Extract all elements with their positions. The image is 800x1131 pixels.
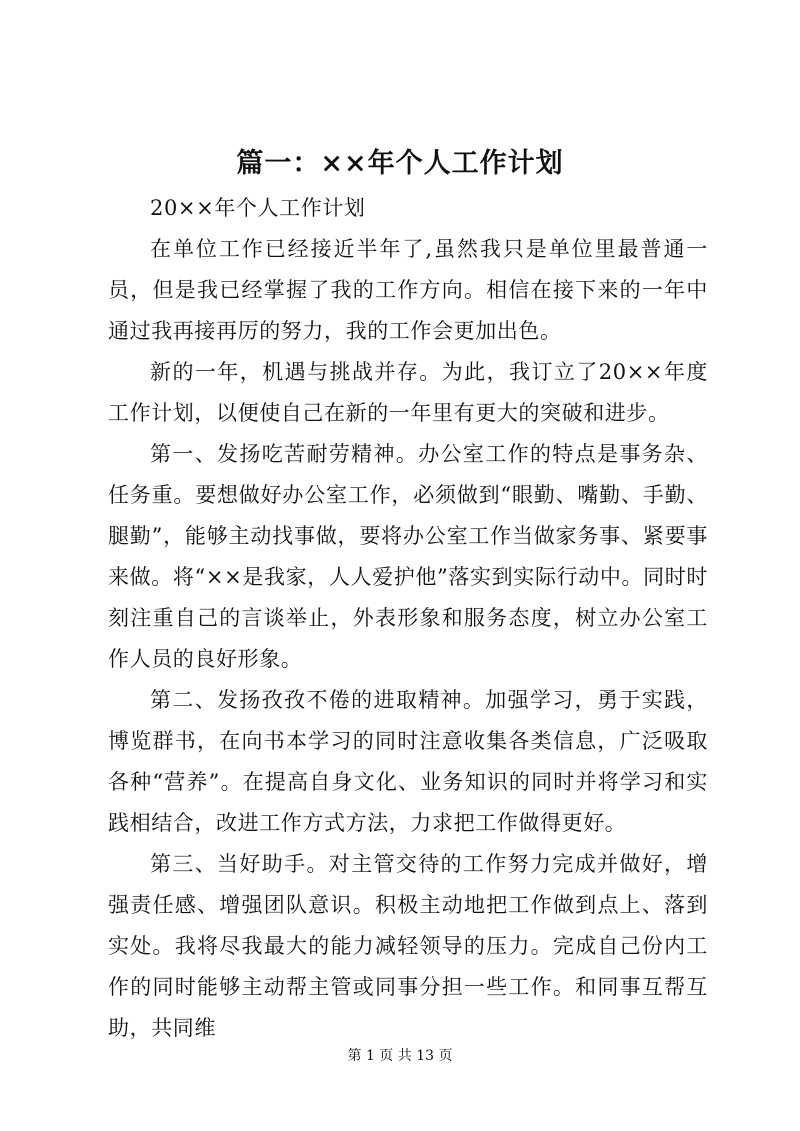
- paragraph-point-three: 第三、当好助手。对主管交待的工作努力完成并做好，增强责任感、增强团队意识。积极主动地把工作做到点上、落到实处。我将尽我最大的能力减轻领导的压力。完成自己份内工作的同时能够主动帮主管或同事分担一些工作。和同事互帮互助，共同维: [108, 852, 708, 1040]
- paragraph-point-two: 第二、发扬孜孜不倦的进取精神。加强学习，勇于实践，博览群书，在向书本学习的同时注意收集各类信息，广泛吸取各种“营养”。在提高自身文化、业务知识的同时并将学习和实践相结合，改进工作方式方法，力求把工作做得更好。: [108, 688, 708, 835]
- page-number-footer: 第 1 页 共 13 页: [347, 1048, 453, 1064]
- paragraph-intro: 在单位工作已经接近半年了,虽然我只是单位里最普通一员，但是我已经掌握了我的工作方向。相信在接下来的一年中通过我再接再厉的努力，我的工作会更加出色。: [108, 237, 708, 343]
- page-title: 篇一：××年个人工作计划: [236, 148, 564, 179]
- document-body: [108, 188, 708, 1049]
- paragraph-plan: 新的一年，机遇与挑战并存。为此，我订立了20××年度工作计划，以便使自己在新的一年里有更大的突破和进步。: [108, 360, 708, 425]
- paragraph-subtitle: 20××年个人工作计划: [150, 196, 366, 220]
- paragraph-point-one: 第一、发扬吃苦耐劳精神。办公室工作的特点是事务杂、任务重。要想做好办公室工作，必须做到“眼勤、嘴勤、手勤、腿勤”，能够主动找事做，要将办公室工作当做家务事、紧要事来做。将“××是我家，人人爱护他”落实到实际行动中。同时时刻注重自己的言谈举止，外表形象和服务态度，树立办公室工作人员的良好形象。: [108, 442, 708, 671]
